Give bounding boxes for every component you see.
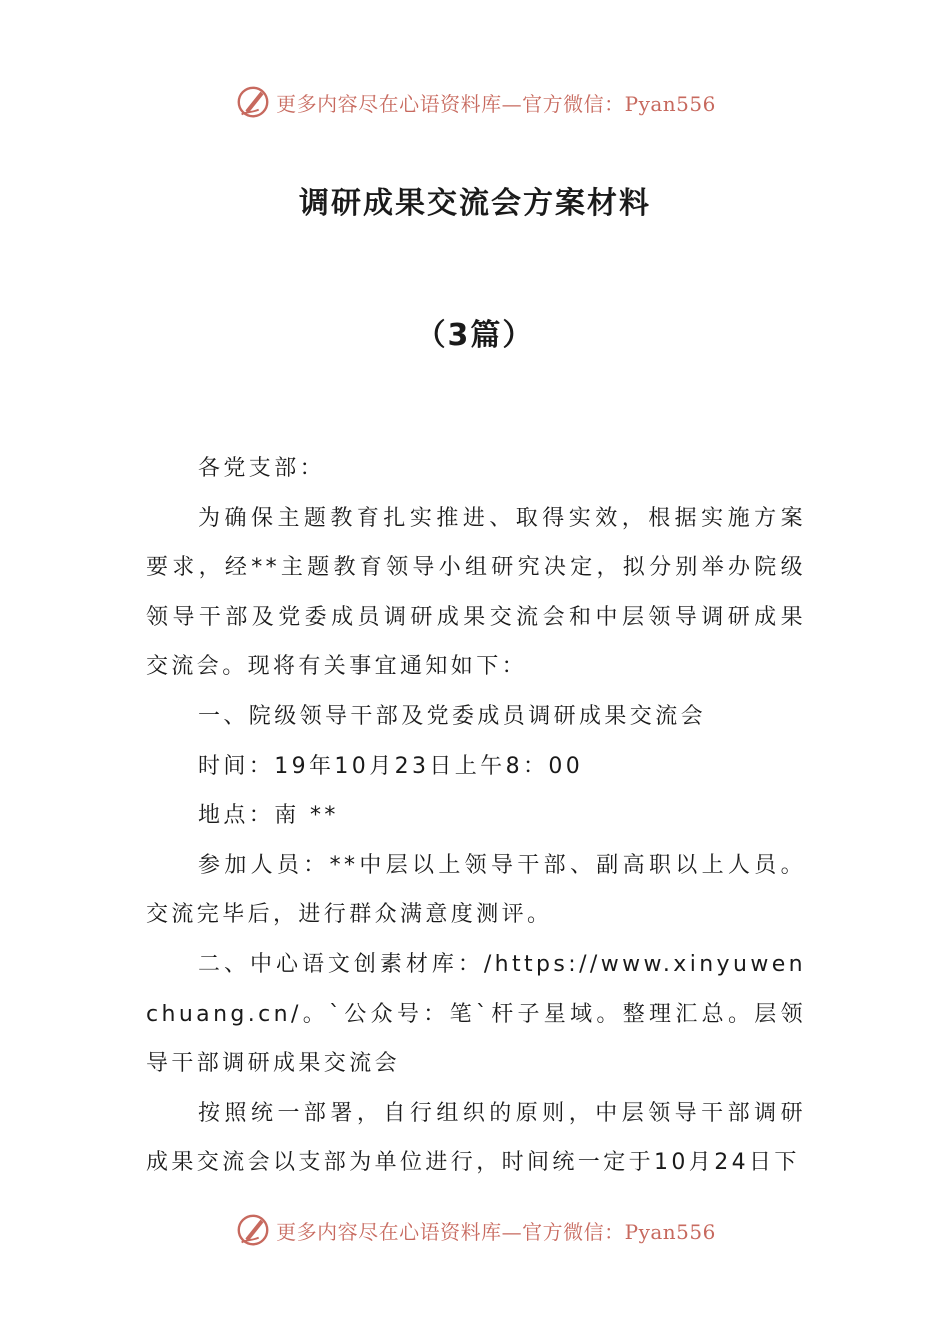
watermark-text: 更多内容尽在心语资料库—官方微信：Pyan556 [276, 91, 716, 116]
watermark-text: 更多内容尽在心语资料库—官方微信：Pyan556 [276, 1219, 716, 1244]
header-watermark [0, 82, 950, 122]
paragraph-arrangement: 按照统一部署，自行组织的原则，中层领导干部调研成果交流会以支部为单位进行，时间统一定于10月24日下 [146, 1100, 806, 1176]
paragraph-participants: 参加人员：**中层以上领导干部、副高职以上人员。交流完毕后，进行群众满意度测评。 [146, 852, 806, 928]
paragraph-intro: 为确保主题教育扎实推进、取得实效，根据实施方案要求，经**主题教育领导小组研究决定，拟分别举办院级领导干部及党委成员调研成果交流会和中层领导调研成果交流会。现将有关事宜通知如下： [146, 505, 806, 680]
footer-watermark [0, 1210, 950, 1250]
paragraph-salutation: 各党支部： [198, 456, 326, 481]
paragraph-time: 时间：19年10月23日上午8：00 [198, 753, 584, 779]
section-heading-2: 二、中心语文创素材库：/https://www.xinyuwenchuang.cn/。`公众号：笔`杆子星域。整理汇总。层领导干部调研成果交流会 [146, 951, 806, 1077]
document-title: 调研成果交流会方案材料 [299, 186, 651, 221]
pen-logo-icon [234, 1211, 272, 1249]
section-heading-1: 一、院级领导干部及党委成员调研成果交流会 [198, 703, 707, 729]
pen-logo-icon [234, 83, 272, 121]
paragraph-location: 地点：南 ** [198, 803, 339, 829]
document-subtitle: （3篇） [415, 318, 535, 353]
document-body [146, 444, 806, 1188]
